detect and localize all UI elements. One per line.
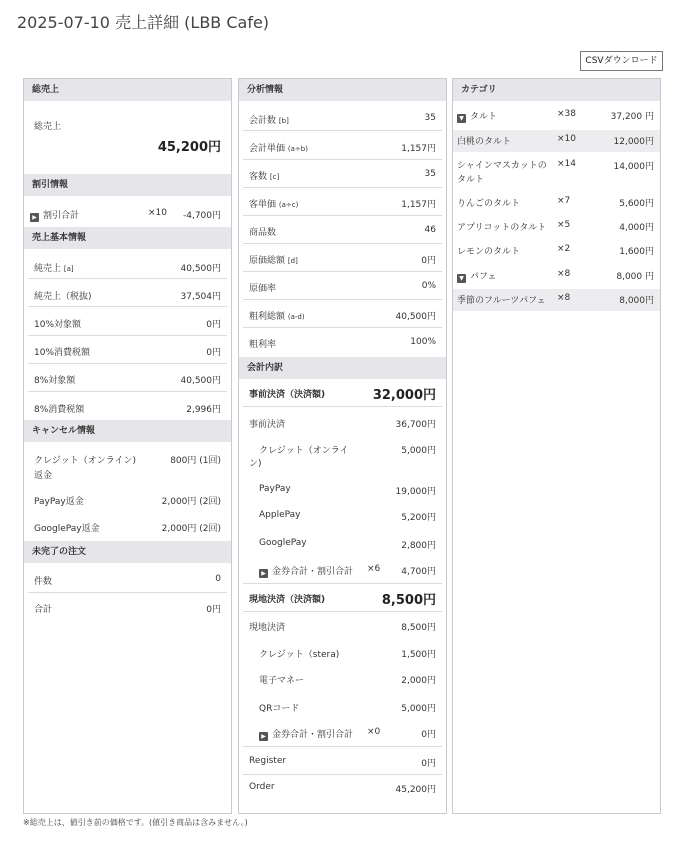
category-label: タルト <box>470 112 498 122</box>
category-value: 1,600円 <box>619 247 654 257</box>
category-label: 白桃のタルト <box>457 137 512 147</box>
category-value: 8,000 円 <box>616 272 654 282</box>
category-qty: ×2 <box>557 244 571 254</box>
category-qty: ×8 <box>557 269 571 279</box>
category-qty: ×7 <box>557 196 571 206</box>
category-header: カテゴリ <box>453 79 660 101</box>
category-item-row <box>453 130 660 152</box>
total-sales-header: 総売上 <box>24 79 231 101</box>
footnote: ※総売上は、値引き前の価格です。(値引き商品は含みません。) <box>23 818 248 827</box>
analysis-header: 分析情報 <box>239 79 446 101</box>
page-title: 2025-07-10 売上詳細 (LBB Cafe) <box>17 13 270 32</box>
category-item-row <box>453 240 660 262</box>
category-label: 季節のフルーツパフェ <box>457 296 546 306</box>
basic-info-header: 売上基本情報 <box>24 227 231 249</box>
category-label: パフェ <box>470 272 497 282</box>
breakdown-header: 会計内訳 <box>239 357 446 379</box>
category-item-row <box>453 155 660 189</box>
category-item-row <box>453 216 660 238</box>
pending-header: 未完了の注文 <box>24 541 231 563</box>
total-sales-label: 総売上 <box>34 122 62 132</box>
category-value: 4,000円 <box>619 223 654 233</box>
category-label: りんごのタルト <box>457 199 521 209</box>
discount-label: 割引合計 <box>43 211 80 221</box>
csv-download-button[interactable]: CSVダウンロード <box>580 51 663 71</box>
sales-summary-panel: 総売上 総売上 45,200円 割引情報 ▶ 割引合計 ×10 -4,700円 売上基本情報 純売上 [a] 40,500円 純売上（税抜) 37,504円 10%対象額 0円 10%消費税額 0円 8%対象額 40,500円 8%消費税額 2,996円 キャンセル情報 クレジット（オンライン) 800円 (1回) 返金 PayPay返金 2,000円 (2回) GooglePay返金 2,000円 (2回) 未完了の注文 件数 0 合計 0円 <box>23 78 232 814</box>
category-item-row <box>453 289 660 311</box>
category-qty: ×10 <box>557 134 576 144</box>
category-qty: ×5 <box>557 220 571 230</box>
category-value: 12,000円 <box>613 137 654 147</box>
category-qty: ×14 <box>557 159 576 169</box>
category-group-row[interactable] <box>453 105 660 127</box>
expand-icon[interactable]: ▶ <box>259 569 268 578</box>
analysis-panel: 分析情報 会計数 [b] 35 会計単価 (a÷b) 1,157円 客数 [c] 35 客単価 (a÷c) 1,157円 商品数 46 原価総額 [d] 0円 原価率 0% 粗利総額 (a-d) 40,500円 粗利率 100% 会計内訳 事前決済（決済額) 32,000円 事前決済 36,700円 クレジット（オンライ 5,000円 ン) PayPay 19,000円 ApplePay 5,200円 GooglePay 2,800円 ▶ 金券合計・割引合計 ×6 4,700円 現地決済（決済額) 8,500円 現地決済 8,500円 クレジット（stera) 1,500円 電子マネー 2,000円 QRコード 5,000円 ▶ 金券合計・割引合計 ×0 0円 Register 0円 Order 45,200円 <box>238 78 447 814</box>
total-sales-value: 45,200円 <box>157 140 221 155</box>
category-qty: ×38 <box>557 109 576 119</box>
expand-icon[interactable]: ▶ <box>30 213 39 222</box>
category-value: 5,600円 <box>619 199 654 209</box>
discount-value: -4,700円 <box>182 211 221 221</box>
category-value: 8,000円 <box>619 296 654 306</box>
category-label: アプリコットのタルト <box>457 223 547 233</box>
category-label: タルト <box>457 175 485 185</box>
category-value: 14,000円 <box>613 162 654 172</box>
collapse-icon[interactable]: ▼ <box>457 274 466 283</box>
category-group-row[interactable] <box>453 265 660 287</box>
category-qty: ×8 <box>557 293 571 303</box>
collapse-icon[interactable]: ▼ <box>457 114 466 123</box>
category-value: 37,200 円 <box>610 112 654 122</box>
category-label: シャインマスカットの <box>457 161 547 171</box>
expand-icon[interactable]: ▶ <box>259 732 268 741</box>
category-item-row <box>453 192 660 214</box>
discount-qty: ×10 <box>148 208 167 218</box>
discount-header: 割引情報 <box>24 174 231 196</box>
cancel-header: キャンセル情報 <box>24 420 231 442</box>
category-label: レモンのタルト <box>457 247 521 257</box>
category-panel <box>452 78 661 814</box>
